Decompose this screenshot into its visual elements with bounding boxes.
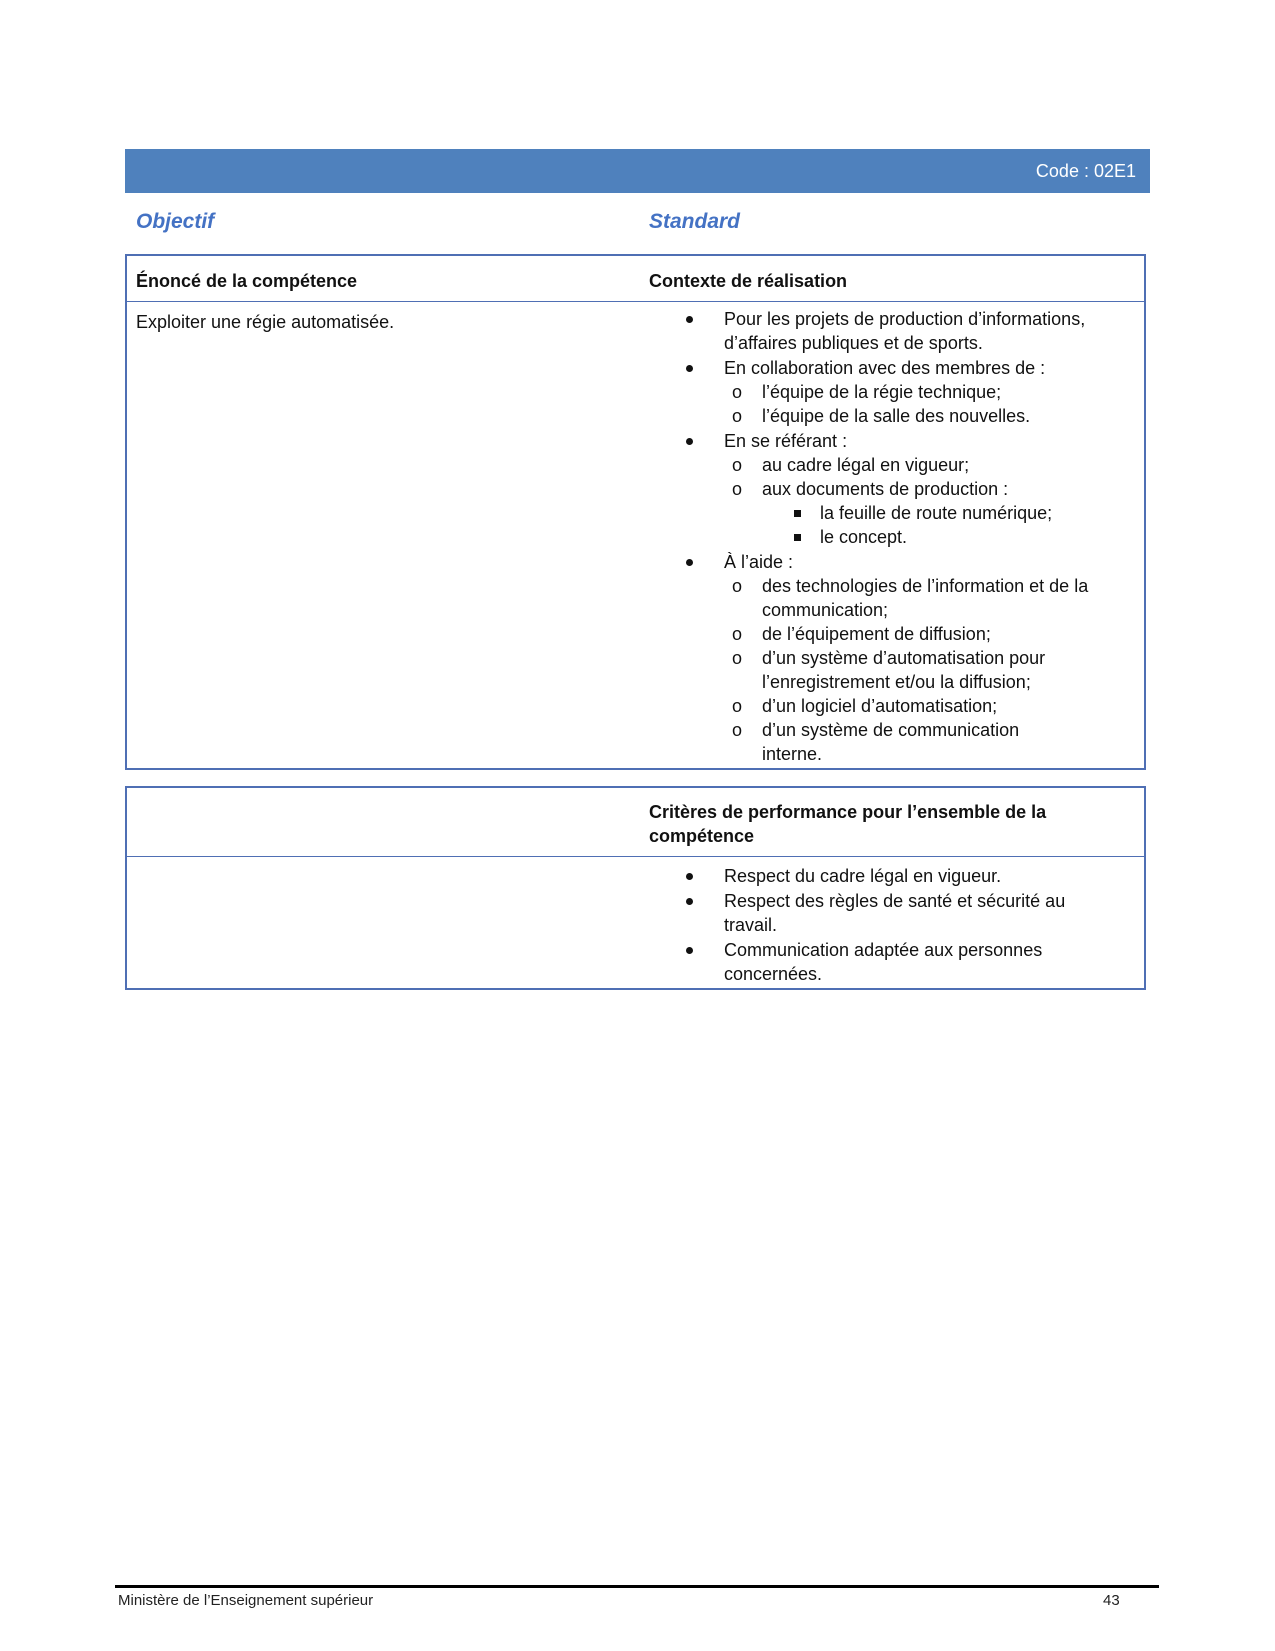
bullet-icon <box>686 947 693 954</box>
competency-statement: Exploiter une régie automatisée. <box>136 312 395 332</box>
circle-bullet-icon: o <box>732 696 743 716</box>
bullet-icon <box>686 873 693 880</box>
context-subsubitem: le concept. <box>820 527 908 547</box>
context-item: En collaboration avec des membres de : <box>724 358 1046 378</box>
circle-bullet-icon: o <box>732 624 743 644</box>
context-subitem-cont: communication; <box>762 600 889 620</box>
criteria-item-cont: travail. <box>724 915 778 935</box>
criteria-item: Communication adaptée aux personnes <box>724 940 1043 960</box>
context-subsubitem: la feuille de route numérique; <box>820 503 1053 523</box>
circle-bullet-icon: o <box>732 720 743 740</box>
context-subitem: aux documents de production : <box>762 479 1009 499</box>
context-item-cont: d’affaires publiques et de sports. <box>724 333 983 353</box>
bullet-icon <box>686 438 693 445</box>
context-subitem: l’équipe de la salle des nouvelles. <box>762 406 1031 426</box>
context-subitem: des technologies de l’information et de la <box>762 576 1089 596</box>
objective-heading: Objectif <box>136 210 215 233</box>
footer-ministry: Ministère de l’Enseignement supérieur <box>118 1592 374 1609</box>
context-subitem: de l’équipement de diffusion; <box>762 624 991 644</box>
circle-bullet-icon: o <box>732 455 743 475</box>
square-bullet-icon <box>794 510 801 517</box>
bullet-icon <box>686 316 693 323</box>
footer-rule <box>115 1585 1159 1588</box>
criteria-item-cont: concernées. <box>724 964 823 984</box>
standard-heading: Standard <box>649 210 741 233</box>
table2-header-divider <box>127 856 1144 857</box>
criteria-heading-cont: compétence <box>649 826 755 846</box>
context-subitem: d’un logiciel d’automatisation; <box>762 696 998 716</box>
criteria-heading: Critères de performance pour l’ensemble de la <box>649 802 1047 822</box>
table1-header-divider <box>127 301 1144 302</box>
bullet-icon <box>686 365 693 372</box>
criteria-item: Respect du cadre légal en vigueur. <box>724 866 1002 886</box>
circle-bullet-icon: o <box>732 648 743 668</box>
context-subitem: d’un système de communication <box>762 720 1020 740</box>
context-subitem-cont: interne. <box>762 744 823 764</box>
context-item: En se référant : <box>724 431 848 451</box>
code-header-bar <box>125 149 1150 193</box>
square-bullet-icon <box>794 534 801 541</box>
page-number: 43 <box>1103 1592 1120 1609</box>
context-heading: Contexte de réalisation <box>649 271 848 291</box>
criteria-item: Respect des règles de santé et sécurité au <box>724 891 1066 911</box>
circle-bullet-icon: o <box>732 406 743 426</box>
bullet-icon <box>686 559 693 566</box>
context-subitem-cont: l’enregistrement et/ou la diffusion; <box>762 672 1031 692</box>
context-item: Pour les projets de production d’informations, <box>724 309 1086 329</box>
context-item: À l’aide : <box>724 552 794 572</box>
bullet-icon <box>686 898 693 905</box>
circle-bullet-icon: o <box>732 479 743 499</box>
statement-heading: Énoncé de la compétence <box>136 271 358 291</box>
context-subitem: au cadre légal en vigueur; <box>762 455 970 475</box>
context-subitem: l’équipe de la régie technique; <box>762 382 1002 402</box>
context-subitem: d’un système d’automatisation pour <box>762 648 1046 668</box>
competency-code: Code : 02E1 <box>1035 161 1136 181</box>
circle-bullet-icon: o <box>732 576 743 596</box>
circle-bullet-icon: o <box>732 382 743 402</box>
